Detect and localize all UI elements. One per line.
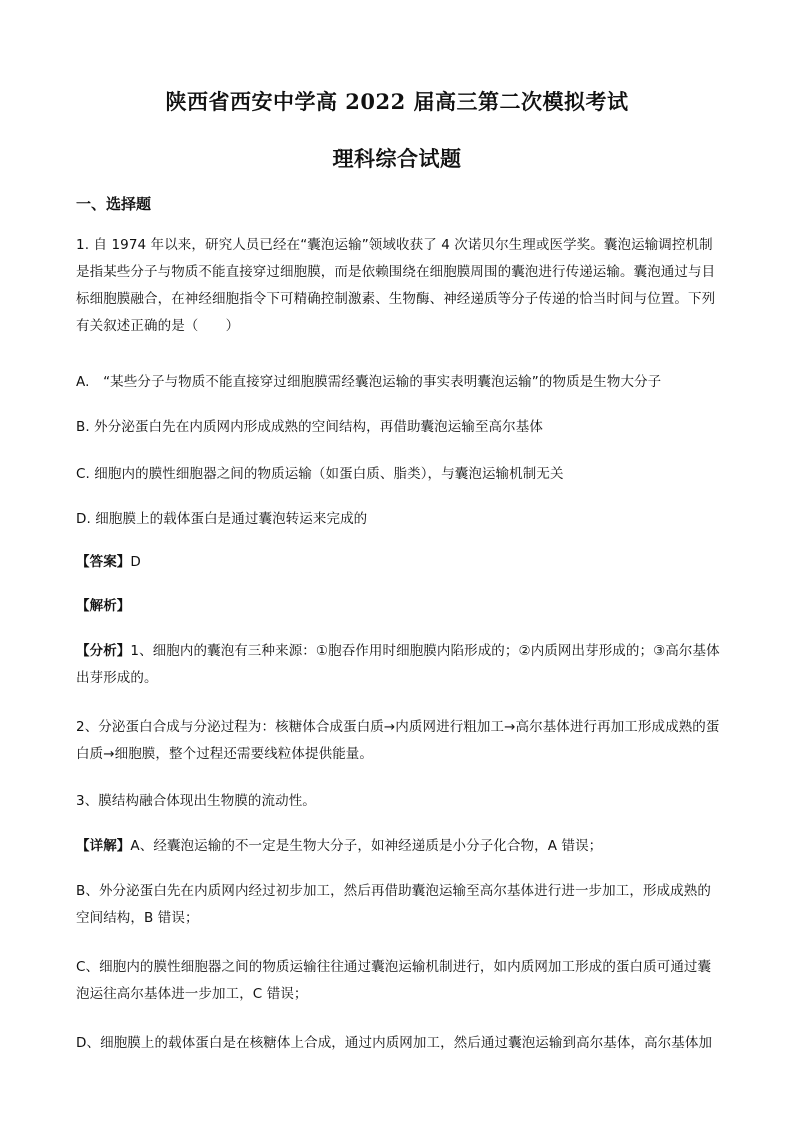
analysis-point-3: 3、膜结构融合体现出生物膜的流动性。 [76, 793, 316, 809]
option-b: B. 外分泌蛋白先在内质网内形成成熟的空间结构，再借助囊泡运输至高尔基体 [76, 419, 543, 435]
answer-label: 【答案】 [76, 554, 131, 570]
section-heading: 一、选择题 [76, 195, 152, 213]
detail-a-text: A、经囊泡运输的不一定是生物大分子，如神经递质是小分子化合物，A 错误； [130, 838, 603, 854]
analysis-heading [76, 593, 724, 620]
detail-c: C、细胞内的膜性细胞器之间的物质运输往往通过囊泡运输机制进行，如内质网加工形成的蛋白质可通过囊泡运往高尔基体进一步加工，C 错误； [76, 959, 712, 1002]
exam-subtitle: 理科综合试题 [332, 146, 462, 171]
option-a: A. “某些分子与物质不能直接穿过细胞膜需经囊泡运输的事实表明囊泡运输”的物质是生物大分子 [76, 374, 662, 390]
detail-d: D、细胞膜上的载体蛋白是在核糖体上合成，通过内质网加工，然后通过囊泡运输到高尔基体，高尔基体加 [76, 1035, 713, 1051]
answer-value: D [130, 554, 141, 570]
question-stem: 1. 自 1974 年以来，研究人员已经在“囊泡运输”领域收获了 4 次诺贝尔生理或医学奖。囊泡运输调控机制是指某些分子与物质不能直接穿过细胞膜，而是依赖围绕在细胞膜周围的囊泡进行传递运输。囊泡通过与目标细胞膜融合，在神经细胞指令下可精确控制激素、生物酶、神经递质等分子传递的恰当时间与位置。下列有关叙述正确的是（ ） [76, 237, 716, 334]
analysis-point-1 [76, 638, 724, 692]
option-d: D. 细胞膜上的载体蛋白是通过囊泡转运来完成的 [76, 511, 368, 527]
analysis-label: 【解析】 [76, 598, 131, 614]
exam-title: 陕西省西安中学高 2022 届高三第二次模拟考试 [165, 89, 629, 114]
answer-line [76, 549, 724, 576]
fenxi-text: 1、细胞内的囊泡有三种来源：①胞吞作用时细胞膜内陷形成的；②内质网出芽形成的；③高尔基体出芽形成的。 [76, 643, 720, 686]
analysis-point-2: 2、分泌蛋白合成与分泌过程为：核糖体合成蛋白质→内质网进行粗加工→高尔基体进行再加工形成成熟的蛋白质→细胞膜，整个过程还需要线粒体提供能量。 [76, 719, 720, 762]
detail-b: B、外分泌蛋白先在内质网内经过初步加工，然后再借助囊泡运输至高尔基体进行进一步加工，形成成熟的空间结构，B 错误； [76, 883, 711, 926]
option-c: C. 细胞内的膜性细胞器之间的物质运输（如蛋白质、脂类），与囊泡运输机制无关 [76, 466, 564, 482]
detail-a [76, 833, 724, 860]
detail-label: 【详解】 [76, 838, 131, 854]
fenxi-label: 【分析】 [76, 643, 131, 659]
